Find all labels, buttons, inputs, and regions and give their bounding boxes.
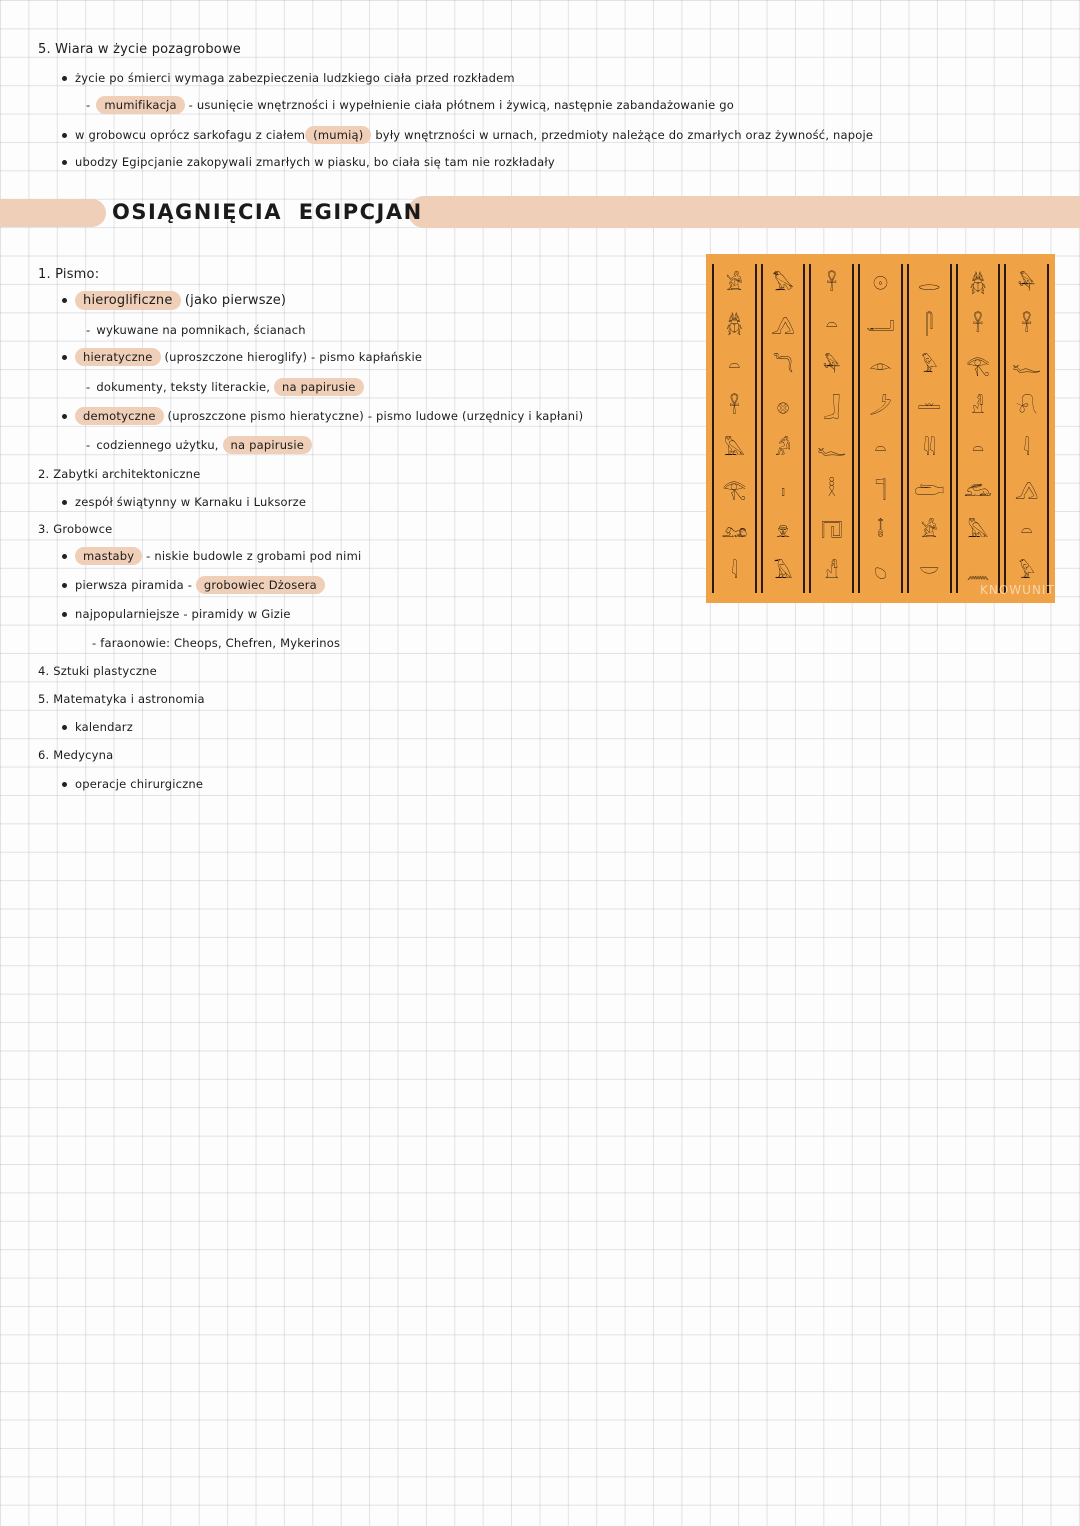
hieroglyph-icon: 𓆑: [817, 437, 847, 460]
glyph-column: [956, 264, 1001, 593]
glyph-column: [858, 264, 903, 593]
hieroglyph-icon: 𓏛: [917, 396, 941, 419]
hieroglyph-icon: 𓅆: [1017, 273, 1036, 296]
matematyka-title: 5. Matematyka i astronomia: [38, 692, 205, 706]
hieroglyph-icon: 𓅓: [723, 437, 745, 460]
hieroglyph-icon: 𓅓: [967, 519, 989, 542]
highlight-papirus-1: na papirusie: [274, 378, 364, 396]
page-heading: OSIĄGNIĘCIA EGIPCJAN: [112, 200, 423, 224]
section5-title: 5. Wiara w życie pozagrobowe: [38, 42, 241, 57]
bullet-icon: [62, 583, 67, 588]
hieroglyph-icon: 𓏏: [1020, 519, 1033, 542]
hieroglyph-icon: 𓇋: [1023, 437, 1030, 460]
hieroglyficzne-sub: - wykuwane na pomnikach, ścianach: [86, 323, 306, 337]
pismo-title: 1. Pismo:: [38, 267, 100, 282]
hieroglyph-icon: 𓋹: [729, 396, 740, 419]
hieroglyph-icon: 𓉔: [821, 519, 843, 542]
hieroglyph-icon: 𓇋: [731, 560, 738, 583]
hieroglyph-icon: 𓏏: [825, 314, 838, 337]
hieroglyph-icon: 𓅱: [1018, 560, 1035, 583]
grobowce-faraonowie: - faraonowie: Cheops, Chefren, Mykerinos: [92, 636, 341, 650]
highlight-papirus-2: na papirusie: [223, 436, 313, 454]
bullet-icon: [62, 725, 67, 730]
hieroglyph-icon: 𓏏: [874, 437, 887, 460]
hieroglyph-icon: 𓏤: [781, 478, 786, 501]
pismo-hieratyczne: hieratyczne (uproszczone hieroglify) - pismo kapłańskie: [62, 350, 422, 364]
hieroglyph-icon: 𓂋: [918, 273, 941, 296]
hieroglyph-icon: 𓋴: [925, 314, 934, 337]
hieroglyphs-image: [706, 254, 1055, 603]
hieroglyph-icon: 𓅱: [921, 355, 938, 378]
section5-line4: ubodzy Egipcjanie zakopywali zmarłych w piasku, bo ciała się tam nie rozkładały: [62, 155, 555, 169]
hieroglyph-icon: 𓁹: [868, 355, 893, 378]
hieroglyph-icon: 𓊹: [874, 478, 887, 501]
highlight-hieratyczne: hieratyczne: [75, 348, 161, 366]
hieroglyph-icon: 𓀀: [920, 519, 938, 542]
hieroglyph-icon: 𓁷: [776, 519, 791, 542]
highlight-mastaby: mastaby: [75, 547, 142, 565]
hieroglyph-icon: 𓂻: [771, 314, 795, 337]
hieroglyph-icon: 𓃹: [964, 478, 992, 501]
bullet-icon: [62, 355, 67, 360]
hieroglyph-icon: 𓆓: [772, 355, 794, 378]
bullet-icon: [62, 133, 67, 138]
bullet-icon: [62, 76, 67, 81]
hieroglyph-icon: 𓎛: [827, 478, 836, 501]
hieroglyph-icon: 𓀔: [775, 437, 791, 460]
glyph-column: [907, 264, 952, 593]
hieroglyph-icon: 𓇌: [923, 437, 936, 460]
hieroglyph-icon: 𓏏: [971, 437, 984, 460]
zabytki-title: 2. Zabytki architektoniczne: [38, 467, 201, 481]
glyph-column: [761, 264, 806, 593]
highlight-mumia: (mumią): [305, 126, 371, 144]
bullet-icon: [62, 414, 67, 419]
highlight-demotyczne: demotyczne: [75, 407, 164, 425]
hieroglyph-icon: 𓋹: [826, 273, 838, 296]
hieroglyph-icon: 𓀭: [824, 560, 839, 583]
glyph-column: [712, 264, 757, 593]
hieroglyph-icon: 𓂧: [914, 478, 945, 501]
zabytki-line1: zespół świątynny w Karnaku i Luksorze: [62, 495, 306, 509]
section5-line1: życie po śmierci wymaga zabezpieczenia ludzkiego ciała przed rozkładem: [62, 71, 515, 85]
bullet-icon: [62, 782, 67, 787]
medycyna-line1: operacje chirurgiczne: [62, 777, 203, 791]
hieroglyph-icon: 𓋹: [972, 314, 984, 337]
hieroglyph-icon: 𓌳: [869, 396, 892, 419]
bullet-icon: [62, 160, 67, 165]
hieroglyph-icon: 𓅆: [822, 355, 841, 378]
hieroglyph-icon: 𓏏: [728, 355, 741, 378]
hieratyczne-sub: - dokumenty, teksty literackie, na papirusie: [86, 380, 364, 394]
matematyka-line1: kalendarz: [62, 720, 133, 734]
bullet-icon: [62, 500, 67, 505]
section5-line2: - mumifikacja - usunięcie wnętrzności i wypełnienie ciała płótnem i żywicą, następnie zabandażowanie go: [86, 98, 735, 112]
section5-line3: w grobowcu oprócz sarkofagu z ciałem (mumią) były wnętrzności w urnach, przedmioty należące do zmarłych oraz żywność, napoje: [62, 128, 873, 142]
grobowce-piramida1: pierwsza piramida - grobowiec Dżosera: [62, 578, 325, 592]
glyph-column: [1004, 264, 1049, 593]
bullet-icon: [62, 298, 67, 303]
heading-banner-left: [0, 199, 106, 227]
grobowce-piramidy: najpopularniejsze - piramidy w Gizie: [62, 607, 291, 621]
hieroglyph-icon: 𓃀: [823, 396, 841, 419]
hieroglyph-icon: 𓂻: [1014, 478, 1039, 501]
demotyczne-sub: - codziennego użytku, na papirusie: [86, 438, 312, 452]
bullet-icon: [62, 554, 67, 559]
grobowce-mastaby: mastaby - niskie budowle z grobami pod nimi: [62, 549, 361, 563]
hieroglyph-icon: 𓅃: [772, 273, 794, 296]
sztuki-title: 4. Sztuki plastyczne: [38, 664, 157, 678]
hieroglyph-icon: 𓆑: [1012, 355, 1041, 378]
pismo-hieroglyficzne: hieroglificzne (jako pierwsze): [62, 293, 286, 308]
pismo-demotyczne: demotyczne (uproszczone pismo hieratyczne) - pismo ludowe (urzędnicy i kapłani): [62, 409, 583, 423]
watermark: KNOWUNITY: [980, 583, 1064, 597]
hieroglyph-icon: 𓎟: [919, 560, 940, 583]
medycyna-title: 6. Medycyna: [38, 748, 114, 762]
hieroglyph-icon: 𓄤: [877, 519, 884, 542]
highlight-hieroglyficzne: hieroglificzne: [75, 291, 181, 310]
hieroglyph-icon: 𓊖: [776, 396, 790, 419]
highlight-dzoser: grobowiec Dżosera: [196, 576, 325, 594]
bullet-icon: [62, 612, 67, 617]
hieroglyph-icon: 𓆣: [725, 314, 743, 337]
hieroglyph-icon: 𓀀: [725, 273, 743, 296]
hieroglyph-icon: 𓂝: [866, 314, 895, 337]
highlight-mumifikacja: mumifikacja: [96, 96, 184, 114]
hieroglyph-icon: 𓆇: [874, 560, 887, 583]
hieroglyph-icon: 𓆣: [969, 273, 987, 296]
glyph-column: [809, 264, 854, 593]
hieroglyph-icon: 𓍯: [1015, 396, 1038, 419]
hieroglyph-icon: 𓄿: [773, 560, 793, 583]
grobowce-title: 3. Grobowce: [38, 522, 113, 536]
hieroglyph-icon: 𓇳: [872, 273, 889, 296]
hieroglyph-icon: 𓂀: [966, 355, 990, 378]
hieroglyph-icon: 𓋹: [1021, 314, 1032, 337]
hieroglyph-icon: 𓂀: [722, 478, 747, 501]
hieroglyph-icon: 𓈖: [966, 560, 990, 583]
hieroglyph-icon: 𓁐: [971, 396, 985, 419]
hieroglyph-icon: 𓃭: [721, 519, 748, 542]
heading-banner-right: [408, 196, 1080, 228]
